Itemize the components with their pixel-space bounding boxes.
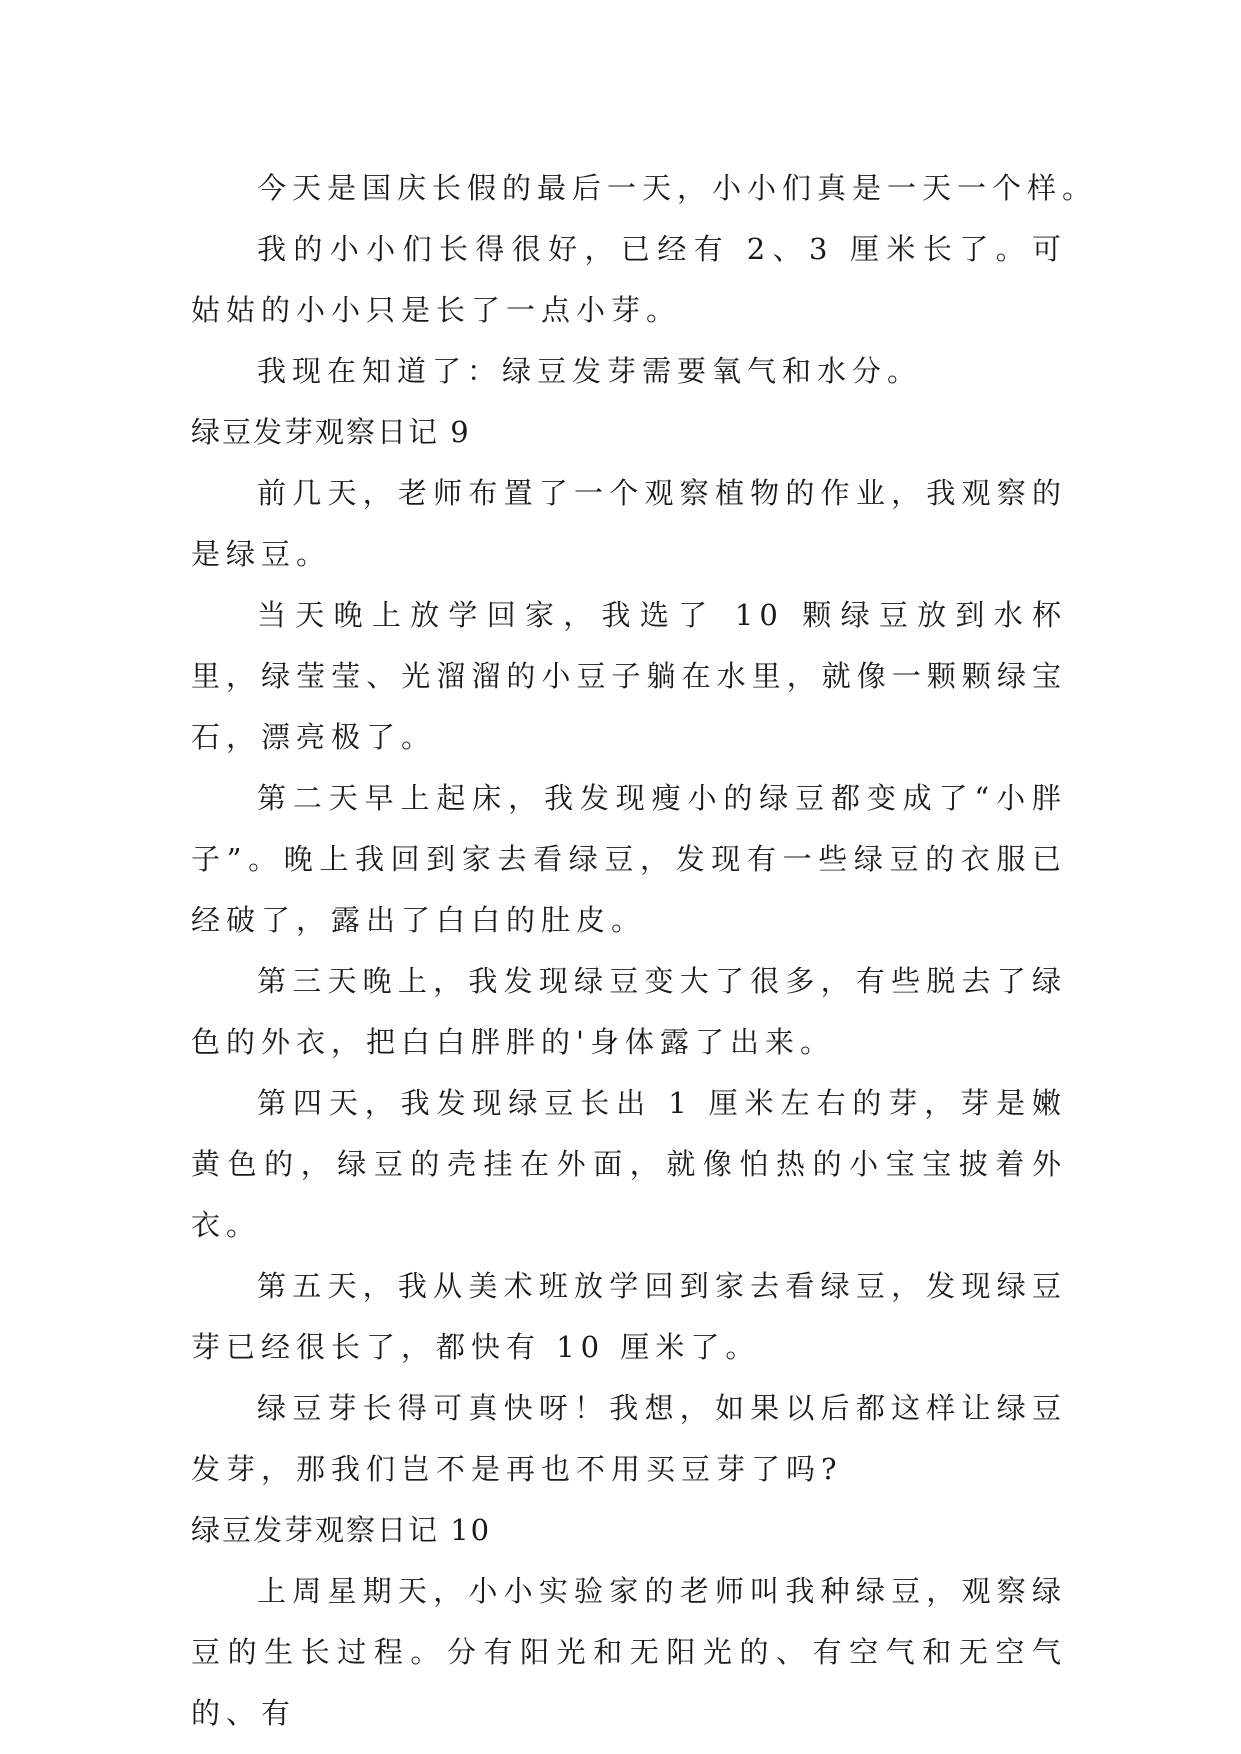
- paragraph: 今天是国庆长假的最后一天，小小们真是一天一个样。: [257, 171, 1098, 205]
- section-heading: 绿豆发芽观察日记 9: [191, 415, 471, 449]
- paragraph: 第五天，我从美术班放学回到家去看绿豆，发现绿豆芽已经很长了，都快有 10 厘米了。: [191, 1269, 1067, 1364]
- paragraph: 当天晚上放学回家，我选了 10 颗绿豆放到水杯里，绿莹莹、光溜溜的小豆子躺在水里，就像一颗颗绿宝石，漂亮极了。: [191, 598, 1067, 754]
- section-heading: 绿豆发芽观察日记 10: [191, 1513, 492, 1547]
- paragraph: 我的小小们长得很好，已经有 2、3 厘米长了。可姑姑的小小只是长了一点小芽。: [191, 232, 1067, 327]
- paragraph: 我现在知道了：绿豆发芽需要氧气和水分。: [257, 354, 923, 388]
- paragraph: 绿豆芽长得可真快呀！我想，如果以后都这样让绿豆发芽，那我们岂不是再也不用买豆芽了吗?: [191, 1391, 1067, 1486]
- document-body: [191, 158, 1098, 1744]
- paragraph: 上周星期天，小小实验家的老师叫我种绿豆，观察绿豆的生长过程。分有阳光和无阳光的、有空气和无空气的、有: [191, 1574, 1067, 1730]
- paragraph: 第四天，我发现绿豆长出 1 厘米左右的芽，芽是嫩黄色的，绿豆的壳挂在外面，就像怕热的小宝宝披着外衣。: [191, 1086, 1067, 1242]
- paragraph: 第二天早上起床，我发现瘦小的绿豆都变成了“小胖子”。晚上我回到家去看绿豆，发现有一些绿豆的衣服已经破了，露出了白白的肚皮。: [191, 781, 1067, 937]
- paragraph: 第三天晚上，我发现绿豆变大了很多，有些脱去了绿色的外衣，把白白胖胖的'身体露了出来。: [191, 964, 1067, 1059]
- paragraph: 前几天，老师布置了一个观察植物的作业，我观察的是绿豆。: [191, 476, 1067, 571]
